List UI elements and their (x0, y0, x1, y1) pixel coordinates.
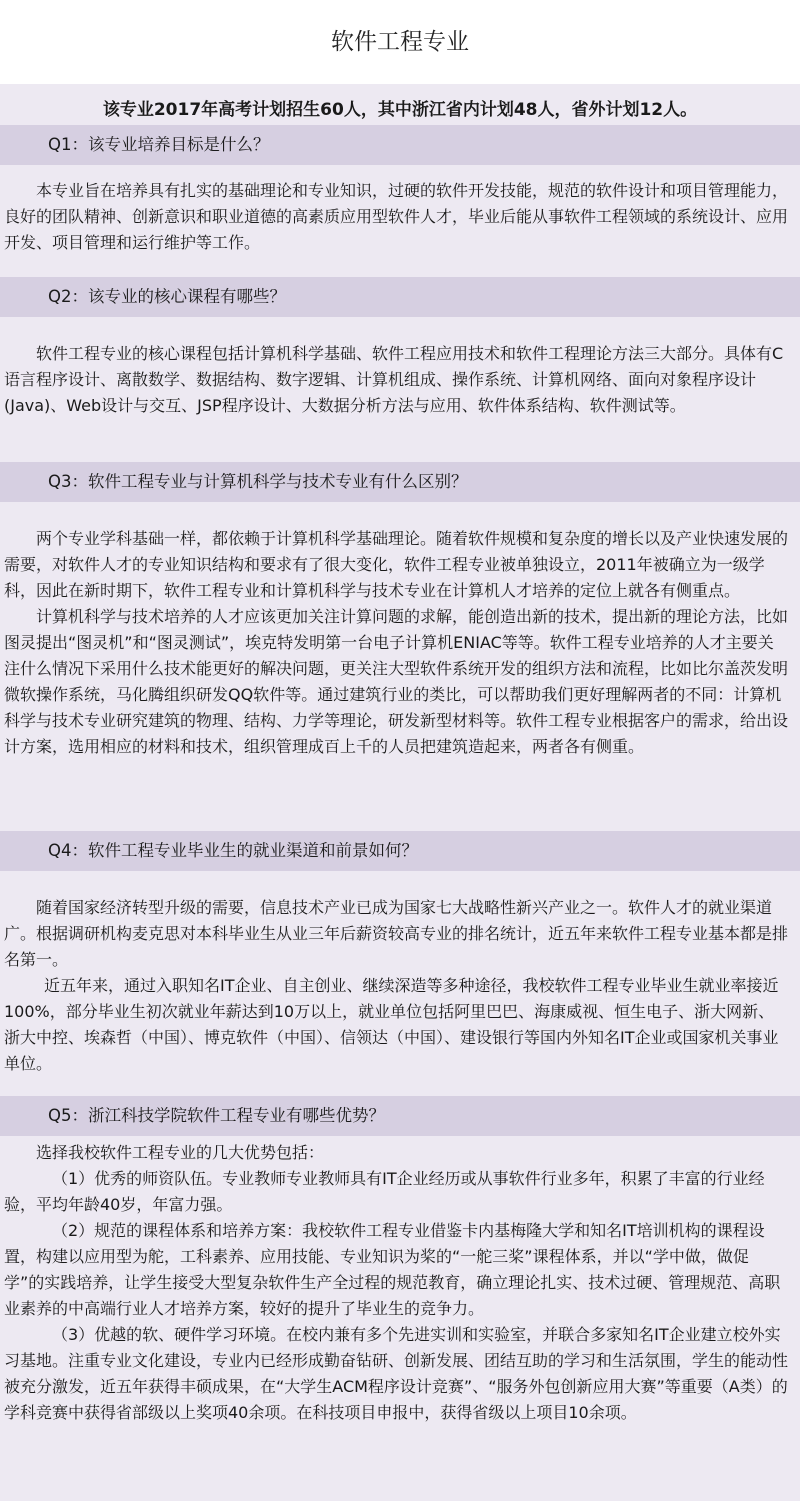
question-text: Q3：软件工程专业与计算机科学与技术专业有什么区别？ (48, 472, 468, 491)
answer-paragraph: 本专业旨在培养具有扎实的基础理论和专业知识，过硬的软件开发技能，规范的软件设计和项目管理能力，良好的团队精神、创新意识和职业道德的高素质应用型软件人才，毕业后能从事软件工程领域的系统设计、应用开发、项目管理和运行维护等工作。 (4, 181, 789, 252)
question-bar-q1 (0, 125, 800, 165)
answer-q4 (0, 871, 800, 1085)
answer-paragraph: 两个专业学科基础一样，都依赖于计算机科学基础理论。随着软件规模和复杂度的增长以及产业快速发展的需要，对软件人才的专业知识结构和要求有了很大变化，软件工程专业被单独设立，2011年被确立为一级学科，因此在新时期下，软件工程专业和计算机科学与技术专业在计算机人才培养的定位上就各有侧重点。 (4, 529, 789, 600)
content-area (0, 84, 800, 1501)
intro-text: 该专业2017年高考计划招生60人，其中浙江省内计划48人，省外计划12人。 (102, 100, 698, 120)
question-text: Q5：浙江科技学院软件工程专业有哪些优势？ (48, 1106, 385, 1125)
answer-q3 (0, 502, 800, 822)
answer-paragraph: 选择我校软件工程专业的几大优势包括： (36, 1143, 325, 1162)
answer-paragraph: 软件工程专业的核心课程包括计算机科学基础、软件工程应用技术和软件工程理论方法三大部分。具体有C语言程序设计、离散数学、数据结构、数字逻辑、计算机组成、操作系统、计算机网络、面向对象程序设计(Java)、Web设计与交互、JSP程序设计、大数据分析方法与应用、软件体系结构、软件测试等。 (4, 344, 784, 415)
question-bar-q4 (0, 831, 800, 871)
answer-q5 (0, 1136, 800, 1426)
question-text: Q2：该专业的核心课程有哪些？ (48, 287, 286, 306)
answer-paragraph: （2）规范的课程体系和培养方案：我校软件工程专业借鉴卡内基梅隆大学和知名IT培训机构的课程设置，构建以应用型为舵，工科素养、应用技能、专业知识为桨的“一舵三桨”课程体系，并以“学中做，做促学”的实践培养，让学生接受大型复杂软件生产全过程的规范教育，确立理论扎实、技术过硬、管理规范、高职业素养的中高端行业人才培养方案，较好的提升了毕业生的竞争力。 (4, 1221, 781, 1318)
question-text: Q1：该专业培养目标是什么？ (48, 135, 270, 154)
answer-q1 (0, 165, 800, 267)
question-bar-q3 (0, 462, 800, 502)
answer-paragraph: 近五年来，通过入职知名IT企业、自主创业、继续深造等多种途径，我校软件工程专业毕业生就业率接近100%，部分毕业生初次就业年薪达到10万以上，就业单位包括阿里巴巴、海康威视、恒生电子、浙大网新、浙大中控、埃森哲（中国）、博克软件（中国）、信领达（中国）、建设银行等国内外知名IT企业或国家机关事业单位。 (4, 976, 779, 1073)
answer-paragraph: （3）优越的软、硬件学习环境。在校内兼有多个先进实训和实验室，并联合多家知名IT企业建立校外实习基地。注重专业文化建设，专业内已经形成勤奋钻研、创新发展、团结互助的学习和生活氛围，学生的能动性被充分激发，近五年获得丰硕成果，在“大学生ACM程序设计竞赛”、“服务外包创新应用大赛”等重要（A类）的学科竞赛中获得省部级以上奖项40余项。在科技项目申报中，获得省级以上项目10余项。 (4, 1325, 789, 1422)
question-text: Q4：软件工程专业毕业生的就业渠道和前景如何？ (48, 841, 418, 860)
answer-paragraph: 计算机科学与技术培养的人才应该更加关注计算问题的求解，能创造出新的技术，提出新的理论方法，比如图灵提出“图灵机”和“图灵测试”，埃克特发明第一台电子计算机ENIAC等等。软件工程专业培养的人才主要关注什么情况下采用什么技术能更好的解决问题，更关注大型软件系统开发的组织方法和流程，比如比尔盖茨发明微软操作系统，马化腾组织研发QQ软件等。通过建筑行业的类比，可以帮助我们更好理解两者的不同：计算机科学与技术专业研究建筑的物理、结构、力学等理论，研发新型材料等。软件工程专业根据客户的需求，给出设计方案，选用相应的材料和技术，组织管理成百上千的人员把建筑造起来，两者各有侧重。 (4, 607, 789, 756)
answer-paragraph: （1）优秀的师资队伍。专业教师专业教师具有IT企业经历或从事软件行业多年，积累了丰富的行业经验，平均年龄40岁，年富力强。 (4, 1169, 765, 1214)
answer-q2 (0, 317, 800, 451)
question-bar-q5 (0, 1096, 800, 1136)
page-title: 软件工程专业 (0, 0, 800, 84)
answer-paragraph: 随着国家经济转型升级的需要，信息技术产业已成为国家七大战略性新兴产业之一。软件人才的就业渠道广。根据调研机构麦克思对本科毕业生从业三年后薪资较高专业的排名统计，近五年来软件工程专业基本都是排名第一。 (4, 898, 789, 969)
question-bar-q2 (0, 277, 800, 317)
